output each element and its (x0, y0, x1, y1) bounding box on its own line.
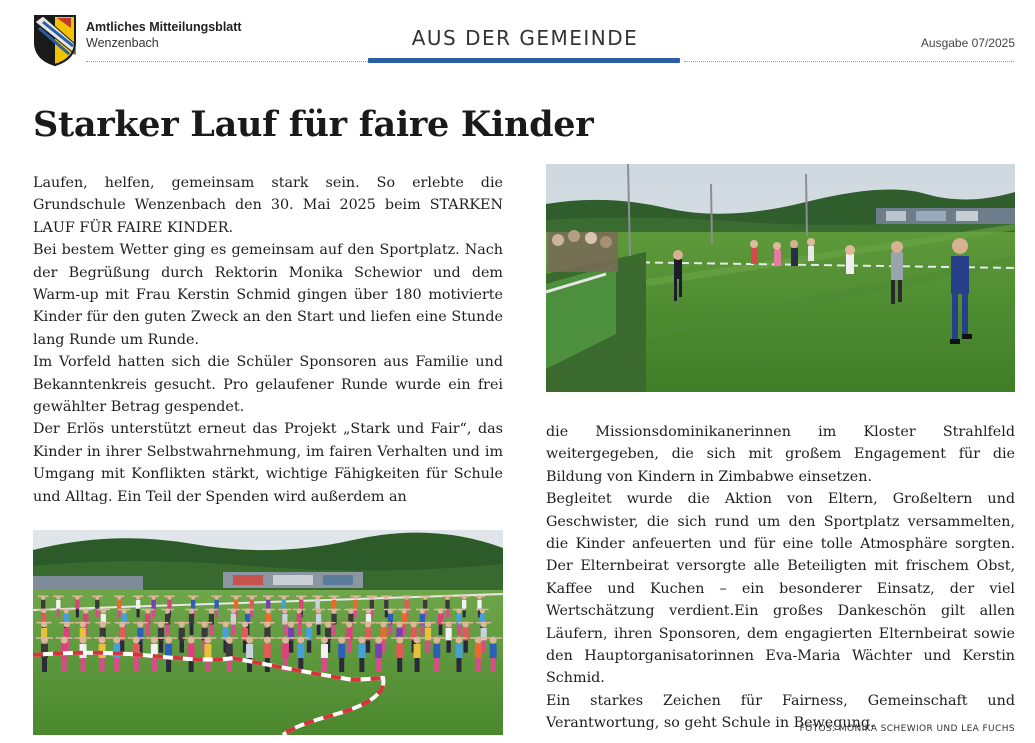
crowd-figure (332, 625, 336, 636)
crowd-figure (113, 644, 120, 658)
crowd-figure (384, 600, 388, 609)
paragraph: Laufen, helfen, gemeinsam stark sein. So erlebte die Grundschule Wenzenbach den 30. Mai 2025 beim STARKEN LAUF FÜR FAIRE KINDER. (33, 175, 503, 236)
crowd-figure (191, 600, 195, 609)
crowd-figure (476, 658, 481, 672)
crowd-figure (425, 621, 431, 627)
crowd-figure (266, 600, 270, 609)
crowd-figure (370, 600, 374, 609)
crowd-figure (321, 644, 328, 658)
paragraph: Im Vorfeld hatten sich die Schüler Sponsoren aus Familie und Bekanntenkreis gesucht. Pro gelaufener Runde wurde ein frei gewählter Betrag gespendet. (33, 354, 503, 416)
crowd-figure (266, 595, 270, 599)
crowd-figure (405, 595, 409, 599)
crowd-figure (339, 658, 344, 672)
section-underline (368, 58, 680, 63)
crowd-figure (297, 625, 301, 636)
paragraph: Ein starkes Zeichen für Fairness, Gemeinschaft und Verantwortung, so geht Schule in Bewegung. (546, 692, 1015, 732)
crowd-figure (246, 644, 253, 658)
crowd-figure (226, 637, 233, 644)
crowd-figure (462, 595, 466, 599)
crowd-figure (402, 625, 406, 636)
crowd-figure (402, 608, 407, 613)
crowd-figure (475, 644, 482, 658)
crowd-figure (81, 658, 86, 672)
crowd-figure (370, 595, 374, 599)
crowd-figure (99, 637, 106, 644)
crowd-figure (188, 644, 195, 658)
crowd-figure (42, 658, 47, 672)
article-headline: Starker Lauf für faire Kinder (33, 104, 594, 145)
crowd-figure (455, 637, 462, 644)
crowd-figure (80, 637, 87, 644)
crowd-figure (64, 608, 69, 613)
crowd-figure (151, 595, 155, 599)
crowd-figure (462, 600, 466, 609)
crowd-figure (234, 600, 238, 609)
paragraph: die Missionsdominikanerinnen im Kloster Strahlfeld weitergegeben, die sich mit großem Engagement für die Bildung von Kindern in Zimbabwe einsetzen. (546, 424, 1015, 485)
crowd-figure (100, 658, 105, 672)
crowd-figure (439, 625, 443, 636)
crowd-figure (481, 640, 485, 652)
crowd-figure (316, 608, 321, 613)
crowd-figure (423, 595, 427, 599)
crowd-figure (204, 644, 211, 658)
crowd-figure (414, 637, 421, 644)
crowd-figure (332, 600, 336, 609)
crowd-figure (455, 644, 462, 658)
crowd-figure (57, 609, 60, 618)
crowd-figure (420, 608, 425, 613)
crowd-figure (114, 658, 119, 672)
crowd-figure (366, 640, 370, 652)
crowd-figure (83, 608, 88, 613)
crowd-figure (145, 608, 150, 613)
crowd-figure (56, 600, 60, 609)
crowd-figure (365, 621, 371, 627)
coat-of-arms-icon (33, 14, 77, 66)
crowd-figure (347, 640, 351, 652)
crowd-figure (113, 637, 120, 644)
publication-title: Amtliches Mitteilungsblatt (86, 20, 242, 34)
crowd-figure (95, 600, 99, 609)
crowd-figure (321, 637, 328, 644)
crowd-figure (433, 644, 440, 658)
paragraph: Der Erlös unterstützt erneut das Projekt „Stark und Fair“, das Kinder in ihrer Selbstwahrnehmung, im fairen Verhalten und im Umgang mit Konflikten stärkt, wichtige Fähigkeiten für Schule und Alltag. Ein Teil der Spenden wird außerdem an (33, 421, 503, 505)
crowd-figure (166, 625, 170, 636)
crowd-figure (234, 595, 238, 599)
crowd-figure (411, 621, 417, 627)
crowd-figure (353, 595, 357, 599)
crowd-figure (426, 640, 430, 652)
crowd-figure (180, 640, 184, 652)
crowd-figure (146, 625, 150, 636)
crowd-figure (325, 621, 331, 627)
issue-number: Ausgabe 07/2025 (920, 36, 1015, 50)
crowd-figure (380, 621, 386, 627)
publication-place: Wenzenbach (86, 36, 159, 50)
crowd-figure (480, 608, 485, 613)
crowd-figure (191, 595, 195, 599)
crowd-figure (282, 644, 289, 658)
crowd-figure (456, 658, 461, 672)
crowd-figure (166, 658, 171, 672)
photo-running-children (546, 164, 1015, 392)
crowd-figure (159, 640, 163, 652)
crowd-figure (242, 621, 248, 627)
crowd-figure (446, 640, 450, 652)
crowd-figure (297, 644, 304, 658)
paragraph: Bei bestem Wetter ging es gemeinsam auf den Sportplatz. Nach der Begrüßung durch Rektorin Monika Schewior und dem Warm-up mit Frau Kerstin Schmid gingen über 180 motivierte Kinder für den guten Zweck an den Start und liefen eine Stunde lang Runde um Runde. (33, 242, 503, 348)
crowd-figure (101, 608, 106, 613)
crowd-figure (375, 637, 382, 644)
crowd-figure (151, 600, 155, 609)
crowd-figure (61, 637, 68, 644)
crowd-figure (307, 640, 311, 652)
crowd-figure (299, 595, 303, 599)
crowd-figure (41, 637, 48, 644)
crowd-figure (338, 644, 345, 658)
crowd-figure (348, 608, 353, 613)
crowd-figure (136, 600, 140, 609)
article-column-left (33, 172, 503, 508)
crowd-figure (396, 637, 403, 644)
crowd-figure (481, 621, 487, 627)
crowd-figure (231, 625, 235, 636)
crowd-figure (215, 600, 219, 609)
crowd-figure (202, 621, 208, 627)
crowd-figure (151, 637, 158, 644)
crowd-figure (117, 595, 121, 599)
crowd-figure (456, 608, 461, 613)
crowd-figure (119, 621, 125, 627)
crowd-figure (420, 625, 424, 636)
crowd-figure (438, 608, 443, 613)
crowd-figure (477, 595, 481, 599)
crowd-figure (250, 595, 254, 599)
photo-group-warmup (33, 530, 503, 735)
crowd-figure (463, 640, 467, 652)
crowd-figure (76, 609, 79, 618)
crowd-figure (358, 644, 365, 658)
crowd-figure (189, 614, 194, 625)
crowd-figure (165, 608, 170, 613)
crowd-figure (332, 595, 336, 599)
crowd-figure (282, 608, 287, 613)
crowd-figure (95, 595, 99, 599)
crowd-figure (223, 621, 229, 627)
crowd-figure (282, 600, 286, 609)
crowd-figure (134, 658, 139, 672)
crowd-figure (246, 637, 253, 644)
crowd-figure (165, 637, 172, 644)
crowd-figure (167, 600, 171, 609)
crowd-figure (414, 644, 421, 658)
crowd-figure (491, 658, 496, 672)
page-header (0, 0, 1035, 70)
crowd-figure (397, 658, 402, 672)
crowd-figure (317, 625, 321, 636)
crowd-figure (189, 608, 194, 613)
crowd-figure (56, 595, 60, 599)
crowd-figure (282, 637, 289, 644)
crowd-figure (359, 658, 364, 672)
crowd-figure (266, 608, 271, 613)
crowd-figure (75, 600, 79, 609)
crowd-figure (316, 614, 321, 625)
crowd-figure (423, 600, 427, 609)
crowd-figure (338, 637, 345, 644)
crowd-figure (61, 644, 68, 658)
crowd-figure (388, 625, 392, 636)
crowd-figure (209, 608, 214, 613)
crowd-figure (322, 658, 327, 672)
paragraph: Begleitet wurde die Aktion von Eltern, Großeltern und Geschwister, die sich rund um den Sportplatz versammelten, die Kinder anfeuerten und für eine tolle Atmosphäre sorgten. Der Elternbeirat versorgte alle Beteiligten mit frischem Obst, Kaffee und Kuchen – ein besonderer Einsatz, der viel Wertschätzung verdient.Ein großes Dankeschön gilt allen Läufern, ihren Sponsoren, dem engagierten Elternbeirat sowie den Hauptorganisatorinnen Eva-Maria Wächter und Kerstin Schmid. (546, 491, 1015, 687)
crowd-figure (120, 640, 124, 652)
crowd-figure (264, 644, 271, 658)
crowd-figure (133, 637, 140, 644)
crowd-figure (445, 600, 449, 609)
crowd-figure (396, 621, 402, 627)
crowd-figure (490, 637, 497, 644)
crowd-figure (463, 621, 469, 627)
crowd-figure (264, 621, 270, 627)
crowd-figure (188, 637, 195, 644)
crowd-figure (297, 637, 304, 644)
crowd-figure (250, 600, 254, 609)
crowd-figure (375, 644, 382, 658)
crowd-figure (315, 600, 319, 609)
crowd-figure (210, 625, 214, 636)
photo-credit: FOTOS: MONIKA SCHEWIOR UND LEA FUCHS (799, 724, 1015, 734)
crowd-figure (204, 637, 211, 644)
crowd-figure (306, 621, 312, 627)
crowd-figure (282, 595, 286, 599)
crowd-figure (358, 637, 365, 644)
crowd-figure (490, 644, 497, 658)
crowd-figure (457, 625, 461, 636)
crowd-figure (122, 608, 127, 613)
crowd-figure (366, 608, 371, 613)
article-column-right (546, 421, 1015, 735)
crowd-figure (75, 595, 79, 599)
crowd-figure (179, 621, 185, 627)
crowd-figure (64, 621, 70, 627)
crowd-figure (158, 621, 164, 627)
crowd-figure (388, 608, 393, 613)
crowd-figure (415, 658, 420, 672)
crowd-figure (41, 621, 47, 627)
crowd-figure (245, 608, 250, 613)
crowd-figure (376, 658, 381, 672)
crowd-figure (477, 600, 481, 609)
crowd-figure (231, 608, 236, 613)
crowd-figure (434, 658, 439, 672)
divider-right (684, 61, 1014, 62)
section-title: AUS DER GEMEINDE (411, 26, 639, 50)
crowd-figure (41, 600, 45, 609)
crowd-figure (137, 609, 140, 618)
crowd-figure (433, 637, 440, 644)
crowd-figure (315, 595, 319, 599)
crowd-figure (396, 644, 403, 658)
crowd-figure (41, 608, 46, 613)
crowd-figure (136, 595, 140, 599)
crowd-figure (283, 625, 287, 636)
crowd-figure (353, 600, 357, 609)
crowd-figure (80, 621, 86, 627)
crowd-figure (297, 608, 302, 613)
crowd-figure (152, 658, 157, 672)
crowd-figure (346, 621, 352, 627)
crowd-figure (288, 621, 294, 627)
crowd-figure (100, 621, 106, 627)
crowd-figure (226, 644, 233, 658)
crowd-figure (299, 600, 303, 609)
crowd-figure (137, 621, 143, 627)
crowd-figure (62, 658, 67, 672)
crowd-figure (475, 637, 482, 644)
crowd-figure (445, 595, 449, 599)
crowd-figure (384, 595, 388, 599)
crowd-figure (41, 595, 45, 599)
crowd-figure (190, 625, 194, 636)
crowd-figure (215, 595, 219, 599)
crowd-figure (117, 600, 121, 609)
crowd-figure (405, 600, 409, 609)
divider-left (86, 61, 368, 62)
crowd-figure (167, 595, 171, 599)
crowd-figure (331, 608, 336, 613)
crowd-figure (289, 640, 293, 652)
crowd-figure (446, 621, 452, 627)
crowd-figure (264, 637, 271, 644)
